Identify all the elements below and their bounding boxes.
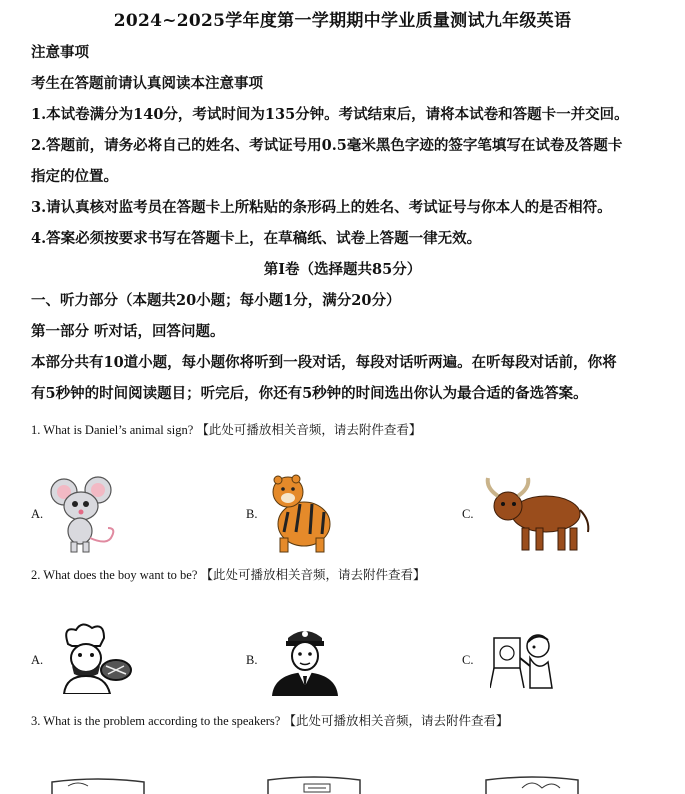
- notes-item-3: 3.请认真核对监考员在答题卡上所粘贴的条形码上的姓名、考试证号与你本人的是否相符。: [31, 199, 612, 216]
- volume-title: 第Ⅰ卷（选择题共85分）: [263, 261, 422, 278]
- q2-option-c-label[interactable]: C.: [462, 653, 474, 667]
- painter-icon: [490, 628, 556, 690]
- notes-item-2-line-2: 指定的位置。: [31, 168, 118, 185]
- notes-item-4: 4.答案必须按要求书写在答题卡上，在草稿纸、试卷上答题一律无效。: [31, 230, 482, 247]
- picture-c-icon: [482, 774, 582, 794]
- part-title: 一、听力部分（本题共20小题；每小题1分，满分20分）: [31, 292, 401, 309]
- policeman-icon: [268, 624, 342, 696]
- instruction-line-1: 本部分共有10道小题，每小题你将听到一段对话，每段对话听两遍。在听每段对话前，你将: [31, 354, 617, 371]
- picture-a-icon: [48, 776, 148, 794]
- q2-option-a-label[interactable]: A.: [31, 653, 44, 667]
- cook-icon: [52, 622, 134, 694]
- tiger-icon: [266, 474, 342, 554]
- q1-option-b-label[interactable]: B.: [246, 507, 258, 521]
- notes-item-2-line-1: 2.答题前，请务必将自己的姓名、考试证号用0.5毫米黑色字迹的签字笔填写在试卷及答题卡: [31, 137, 623, 154]
- mouse-icon: [46, 476, 122, 554]
- notes-heading: 注意事项: [31, 44, 89, 61]
- question-1-text: 1. What is Daniel’s animal sign? 【此处可播放相关音频，请去附件查看】: [31, 423, 422, 437]
- q1-option-a-label[interactable]: A.: [31, 507, 44, 521]
- q1-option-c-label[interactable]: C.: [462, 507, 474, 521]
- question-2-text: 2. What does the boy want to be? 【此处可播放相关音频，请去附件查看】: [31, 568, 426, 582]
- q2-option-b-label[interactable]: B.: [246, 653, 258, 667]
- instruction-line-2: 有5秒钟的时间阅读题目；听完后，你还有5秒钟的时间选出你认为最合适的备选答案。: [31, 385, 588, 402]
- question-3-text: 3. What is the problem according to the speakers? 【此处可播放相关音频，请去附件查看】: [31, 714, 509, 728]
- exam-title: 2024~2025学年度第一学期期中学业质量测试九年级英语: [113, 11, 572, 31]
- ox-icon: [484, 476, 592, 552]
- sub-title: 第一部分 听对话，回答问题。: [31, 323, 225, 340]
- notes-item-1: 1.本试卷满分为140分，考试时间为135分钟。考试结束后，请将本试卷和答题卡一并交回。: [31, 106, 629, 123]
- notes-intro: 考生在答题前请认真阅读本注意事项: [31, 75, 263, 92]
- picture-b-icon: [264, 774, 364, 794]
